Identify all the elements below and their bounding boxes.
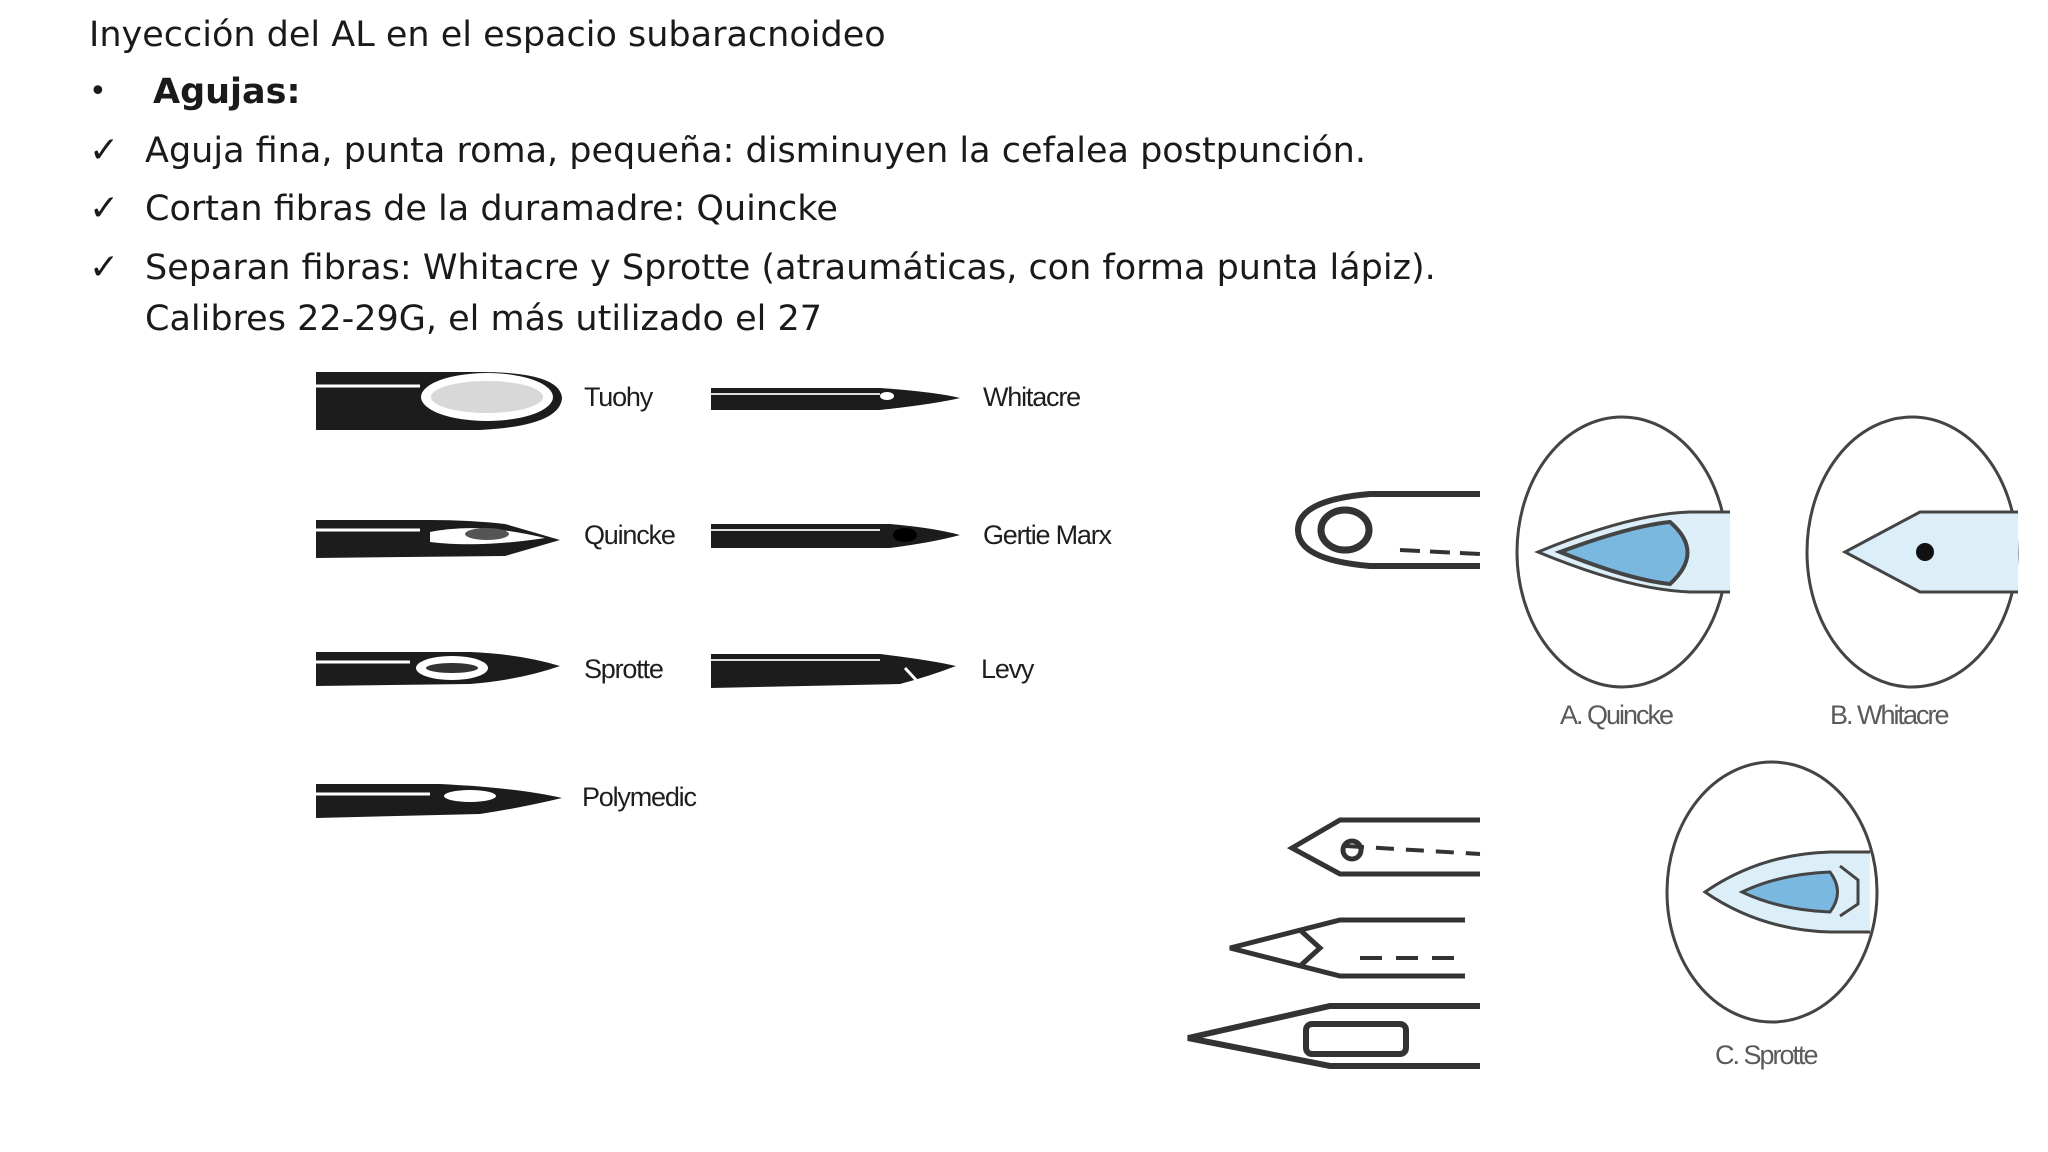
- whitacre-needle-icon: [711, 388, 960, 410]
- needle-label-levy: Levy: [981, 654, 1034, 684]
- quincke-needle-icon: [316, 520, 560, 558]
- check-item-3: Separan fibras: Whitacre y Sprotte (atraumáticas, con forma punta lápiz).: [145, 248, 1436, 288]
- levy-needle-icon: [711, 654, 956, 688]
- check-item-3-continuation: Calibres 22-29G, el más utilizado el 27: [145, 299, 822, 339]
- needle-label-sprotte: Sprotte: [584, 654, 663, 684]
- whitacre-magnified-icon: [1807, 417, 2018, 687]
- needle-label-whitacre: Whitacre: [983, 382, 1080, 412]
- quincke-magnified-icon: [1517, 417, 1730, 687]
- bullet-label: Agujas:: [153, 72, 301, 112]
- needle-pencil-tip-icon: [1292, 820, 1480, 874]
- figure-caption-a: A. Quincke: [1560, 700, 1673, 730]
- needle-tip-side-view-icon: [1298, 494, 1480, 566]
- tuohy-needle-icon: [316, 372, 562, 430]
- check-icon: ✓: [89, 130, 120, 171]
- check-icon: ✓: [89, 188, 120, 229]
- sprotte-magnified-icon: [1667, 762, 1877, 1022]
- check-item-2: Cortan fibras de la duramadre: Quincke: [145, 189, 838, 229]
- slide-title: Inyección del AL en el espacio subaracnoideo: [89, 15, 886, 55]
- check-item-1: Aguja fina, punta roma, pequeña: disminuyen la cefalea postpunción.: [145, 131, 1366, 171]
- polymedic-needle-icon: [316, 784, 562, 818]
- figure-caption-c: C. Sprotte: [1715, 1040, 1817, 1070]
- needle-label-gertie-marx: Gertie Marx: [983, 520, 1111, 550]
- bullet-mark: •: [89, 74, 107, 109]
- check-icon: ✓: [89, 247, 120, 288]
- sprotte-needle-icon: [316, 652, 560, 686]
- needle-label-tuohy: Tuohy: [584, 382, 653, 412]
- needle-label-polymedic: Polymedic: [582, 782, 696, 812]
- needle-sprotte-side-icon: [1188, 1006, 1480, 1066]
- figure-caption-b: B. Whitacre: [1830, 700, 1948, 730]
- gertie-marx-needle-icon: [711, 524, 960, 548]
- needle-cone-tip-icon: [1230, 920, 1465, 976]
- needle-label-quincke: Quincke: [584, 520, 675, 550]
